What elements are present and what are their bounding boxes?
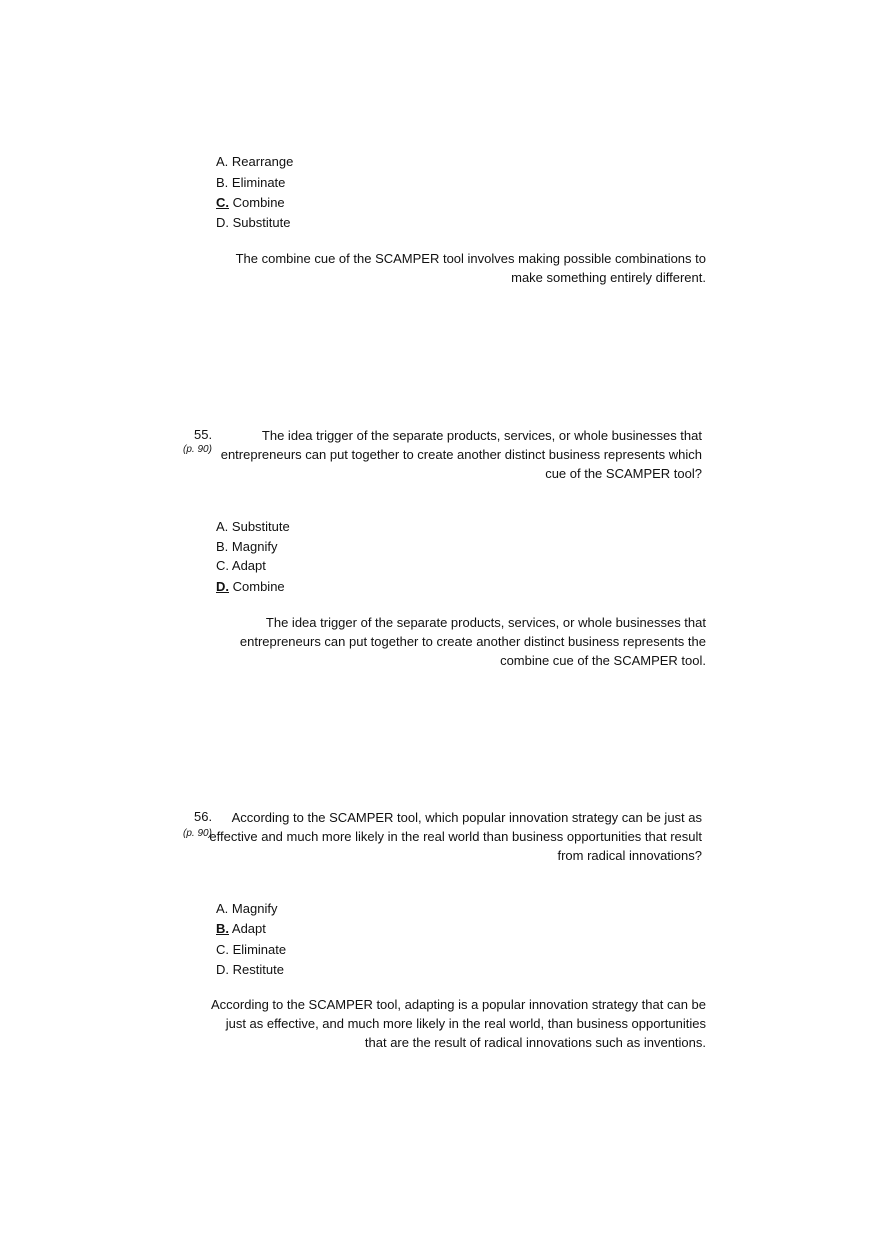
explanation (240, 613, 706, 670)
question-line: cue of the SCAMPER tool? (545, 466, 702, 481)
page-reference: (p. 90) (183, 444, 212, 455)
option-d (216, 579, 285, 595)
explanation-line: make something entirely different. (511, 270, 706, 285)
question-line: effective and much more likely in the real world than business opportunities that result (209, 829, 702, 844)
option-text: Adapt (231, 558, 266, 573)
option-c (216, 195, 285, 211)
option-letter: C. (216, 942, 229, 957)
question-number: 55. (194, 427, 213, 442)
option-letter: C. (216, 558, 229, 573)
option-d (216, 962, 284, 978)
option-letter: B. (216, 175, 229, 190)
option-text: Magnify (231, 539, 278, 554)
option-letter: B. (216, 539, 229, 554)
explanation-line: The idea trigger of the separate products, services, or whole businesses that (265, 615, 706, 630)
explanation-line: just as effective, and much more likely in the real world, than business opportunities (225, 1016, 706, 1031)
option-text: Adapt (231, 921, 266, 936)
option-text: Substitute (231, 519, 290, 534)
explanation-line: that are the result of radical innovations such as inventions. (364, 1035, 706, 1050)
option-text: Eliminate (231, 175, 286, 190)
question-text (209, 808, 702, 865)
question-line: entrepreneurs can put together to create another distinct business represents which (220, 447, 702, 462)
explanation-line: The combine cue of the SCAMPER tool involves making possible combinations to (235, 251, 706, 266)
option-text: Substitute (232, 215, 291, 230)
option-letter: A. (216, 154, 229, 169)
option-letter-correct: D. (216, 579, 229, 594)
option-text: Rearrange (231, 154, 294, 169)
option-text: Magnify (231, 901, 278, 916)
explanation-line: entrepreneurs can put together to create another distinct business represents the (239, 634, 706, 649)
option-a (216, 901, 277, 917)
option-letter-correct: C. (216, 195, 229, 210)
option-text: Eliminate (232, 942, 287, 957)
explanation (211, 995, 706, 1052)
option-c (216, 558, 266, 574)
option-text: Combine (232, 579, 285, 594)
question-line: from radical innovations? (557, 848, 702, 863)
page-reference: (p. 90) (183, 828, 212, 839)
option-b (216, 175, 285, 191)
question-line: The idea trigger of the separate products, services, or whole businesses that (261, 428, 702, 443)
option-a (216, 519, 290, 535)
option-b (216, 921, 266, 937)
option-letter: A. (216, 519, 229, 534)
option-a (216, 154, 293, 170)
option-c (216, 942, 286, 958)
explanation-line: According to the SCAMPER tool, adapting is a popular innovation strategy that can be (210, 997, 706, 1012)
option-letter: A. (216, 901, 229, 916)
question-line: According to the SCAMPER tool, which popular innovation strategy can be just as (231, 810, 702, 825)
explanation (236, 249, 706, 287)
option-d (216, 215, 290, 231)
option-text: Combine (232, 195, 285, 210)
option-letter: D. (216, 962, 229, 977)
option-text: Restitute (232, 962, 284, 977)
explanation-line: combine cue of the SCAMPER tool. (500, 653, 706, 668)
option-letter: D. (216, 215, 229, 230)
question-text (221, 426, 702, 483)
question-number: 56. (194, 809, 213, 824)
option-letter-correct: B. (216, 921, 229, 936)
option-b (216, 539, 277, 555)
